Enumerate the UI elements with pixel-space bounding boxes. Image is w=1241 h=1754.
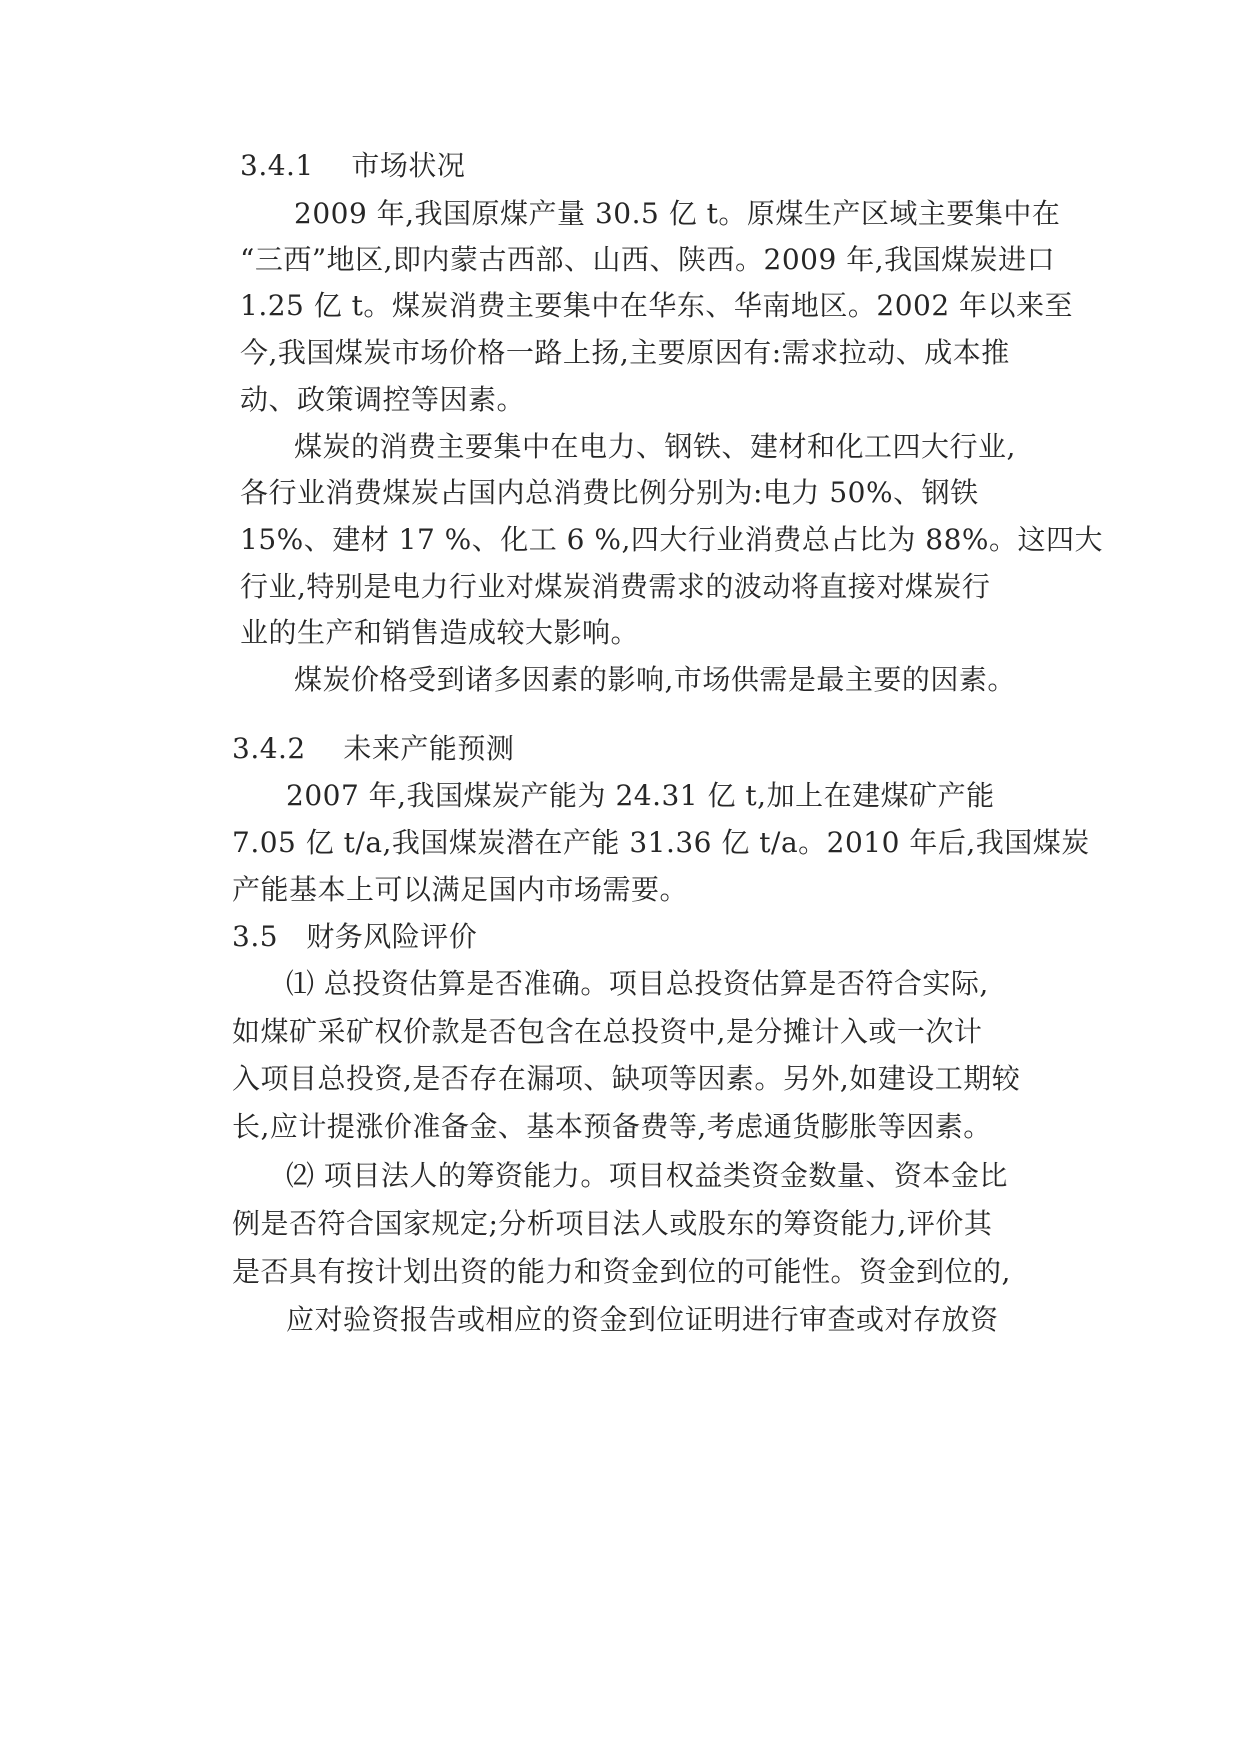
paragraph-line: 15%、建材 17 %、化工 6 %,四大行业消费总占比为 88%。这四大 (240, 523, 1104, 556)
section-number: 3.4.2 (232, 732, 306, 765)
paragraph-line: 今,我国煤炭市场价格一路上扬,主要原因有:需求拉动、成本推 (240, 336, 1010, 369)
paragraph-line: 是否具有按计划出资的能力和资金到位的可能性。资金到位的, (232, 1255, 1011, 1288)
section-title: 未来产能预测 (343, 732, 515, 765)
section-number: 3.5 (232, 920, 279, 953)
paragraph-line: ⑴ 总投资估算是否准确。项目总投资估算是否符合实际, (286, 967, 989, 1000)
section-title: 市场状况 (351, 149, 466, 182)
section-heading-3-4-2 (232, 729, 514, 769)
paragraph-line: 煤炭价格受到诸多因素的影响,市场供需是最主要的因素。 (294, 663, 1016, 696)
paragraph-line: 1.25 亿 t。煤炭消费主要集中在华东、华南地区。2002 年以来至 (240, 289, 1074, 322)
section-heading-3-5 (232, 917, 477, 957)
paragraph-line: 各行业消费煤炭占国内总消费比例分别为:电力 50%、钢铁 (240, 476, 979, 509)
paragraph-line: 煤炭的消费主要集中在电力、钢铁、建材和化工四大行业, (294, 430, 1016, 463)
paragraph-line: 动、政策调控等因素。 (240, 383, 526, 416)
paragraph-line: 应对验资报告或相应的资金到位证明进行审查或对存放资 (286, 1303, 999, 1336)
paragraph-line: 如煤矿采矿权价款是否包含在总投资中,是分摊计入或一次计 (232, 1015, 983, 1048)
paragraph-line: 业的生产和销售造成较大影响。 (240, 616, 640, 649)
section-title: 财务风险评价 (306, 920, 478, 953)
paragraph-line: 2009 年,我国原煤产量 30.5 亿 t。原煤生产区域主要集中在 (294, 197, 1061, 230)
paragraph-line: 例是否符合国家规定;分析项目法人或股东的筹资能力,评价其 (232, 1207, 993, 1240)
paragraph-line: 长,应计提涨价准备金、基本预备费等,考虑通货膨胀等因素。 (232, 1110, 992, 1143)
paragraph-line: 7.05 亿 t/a,我国煤炭潜在产能 31.36 亿 t/a。2010 年后,我国煤炭 (232, 826, 1090, 859)
paragraph-line: ⑵ 项目法人的筹资能力。项目权益类资金数量、资本金比 (286, 1159, 1008, 1192)
paragraph-line: 入项目总投资,是否存在漏项、缺项等因素。另外,如建设工期较 (232, 1062, 1021, 1095)
section-heading-3-4-1 (240, 146, 465, 186)
paragraph-line: “三西”地区,即内蒙古西部、山西、陕西。2009 年,我国煤炭进口 (240, 243, 1056, 276)
paragraph-line: 行业,特别是电力行业对煤炭消费需求的波动将直接对煤炭行 (240, 570, 991, 603)
section-number: 3.4.1 (240, 149, 314, 182)
paragraph-line: 2007 年,我国煤炭产能为 24.31 亿 t,加上在建煤矿产能 (286, 779, 995, 812)
paragraph-line: 产能基本上可以满足国内市场需要。 (232, 873, 689, 906)
